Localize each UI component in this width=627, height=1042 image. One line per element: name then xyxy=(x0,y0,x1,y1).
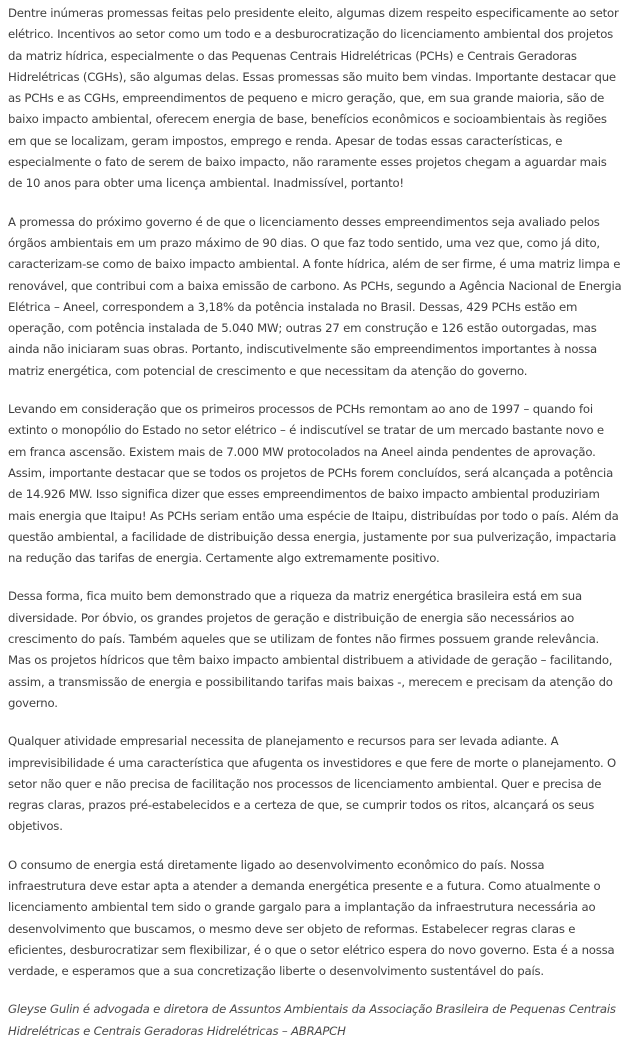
article-paragraph-2: A promessa do próximo governo é de que o licenciamento desses empreendimentos seja avaliado pelos órgãos ambientais em um prazo máximo de 90 dias. O que faz todo sentido, uma vez que, como já dito, caracterizam-se como de baixo impacto ambiental. A fonte hídrica, além de ser firme, é uma matriz limpa e renovável, que contribui com a baixa emissão de carbono. As PCHs, segundo a Agência Nacional de Energia Elétrica – Aneel, correspondem a 3,18% da potência instalada no Brasil. Dessas, 429 PCHs estão em operação, com potência instalada de 5.040 MW; outras 27 em construção e 126 estão outorgadas, mas ainda não iniciaram suas obras. Portanto, indiscutivelmente são empreendimentos importantes à nossa matriz energética, com potencial de crescimento e que necessitam da atenção do governo. xyxy=(8,214,622,378)
author-signature: Gleyse Gulin é advogada e diretora de Assuntos Ambientais da Associação Brasileira de Pequenas Centrais Hidrelétricas e Centrais Geradoras Hidrelétricas – ABRAPCH xyxy=(8,1002,616,1038)
article-paragraph-5: Qualquer atividade empresarial necessita de planejamento e recursos para ser levada adiante. A imprevisibilidade é uma característica que afugenta os investidores e que fere de morte o planejamento. O setor não quer e não precisa de facilitação nos processos de licenciamento ambiental. Quer e precisa de regras claras, prazos pré-estabelecidos e a certeza de que, se cumprir todos os ritos, alcançará os seus objetivos. xyxy=(8,734,616,834)
article-paragraph-4: Dessa forma, fica muito bem demonstrado que a riqueza da matriz energética brasileira está em sua diversidade. Por óbvio, os grandes projetos de geração e distribuição de energia são necessários ao crescimento do país. Também aqueles que se utilizam de fontes não firmes possuem grande relevância. Mas os projetos hídricos que têm baixo impacto ambiental distribuem a atividade de geração – facilitando, assim, a transmissão de energia e possibilitando tarifas mais baixas -, merecem e precisam da atenção do governo. xyxy=(8,589,613,710)
article-paragraph-3: Levando em consideração que os primeiros processos de PCHs remontam ao ano de 1997 – quando foi extinto o monopólio do Estado no setor elétrico – é indiscutível se tratar de um mercado bastante novo e em franca ascensão. Existem mais de 7.000 MW protocolados na Aneel ainda pendentes de aprovação. Assim, importante destacar que se todos os projetos de PCHs forem concluídos, será alcançada a potência de 14.926 MW. Isso significa dizer que esses empreendimentos de baixo impacto ambiental produziriam mais energia que Itaipu! As PCHs seriam então uma espécie de Itaipu, distribuídas por todo o país. Além da questão ambiental, a facilidade de distribuição dessa energia, justamente por sua pulverização, impactaria na redução das tarifas de energia. Certamente algo extremamente positivo. xyxy=(8,402,619,566)
article-paragraph-6: O consumo de energia está diretamente ligado ao desenvolvimento econômico do país. Nossa infraestrutura deve estar apta a atender a demanda energética presente e a futura. Como atualmente o licenciamento ambiental tem sido o grande gargalo para a implantação da infraestrutura necessária ao desenvolvimento que buscamos, o mesmo deve ser objeto de reformas. Estabelecer regras claras e eficientes, desburocratizar sem flexibilizar, é o que o setor elétrico espera do novo governo. Esta é a nossa verdade, e esperamos que a sua concretização liberte o desenvolvimento sustentável do país. xyxy=(8,857,615,979)
article-paragraph-1: Dentre inúmeras promessas feitas pelo presidente eleito, algumas dizem respeito especificamente ao setor elétrico. Incentivos ao setor como um todo e a desburocratização do licenciamento ambiental dos projetos da matriz hídrica, especialmente o das Pequenas Centrais Hidrelétricas (PCHs) e Centrais Geradoras Hidrelétricas (CGHs), são algumas delas. Essas promessas são muito bem vindas. Importante destacar que as PCHs e as CGHs, empreendimentos de pequeno e micro geração, que, em sua grande maioria, são de baixo impacto ambiental, oferecem energia de base, benefícios econômicos e socioambientais às regiões em que se localizam, geram impostos, emprego e renda. Apesar de todas essas características, e especialmente o fato de serem de baixo impacto, não raramente esses projetos chegam a aguardar mais de 10 anos para obter uma licença ambiental. Inadmissível, portanto! xyxy=(8,6,619,191)
